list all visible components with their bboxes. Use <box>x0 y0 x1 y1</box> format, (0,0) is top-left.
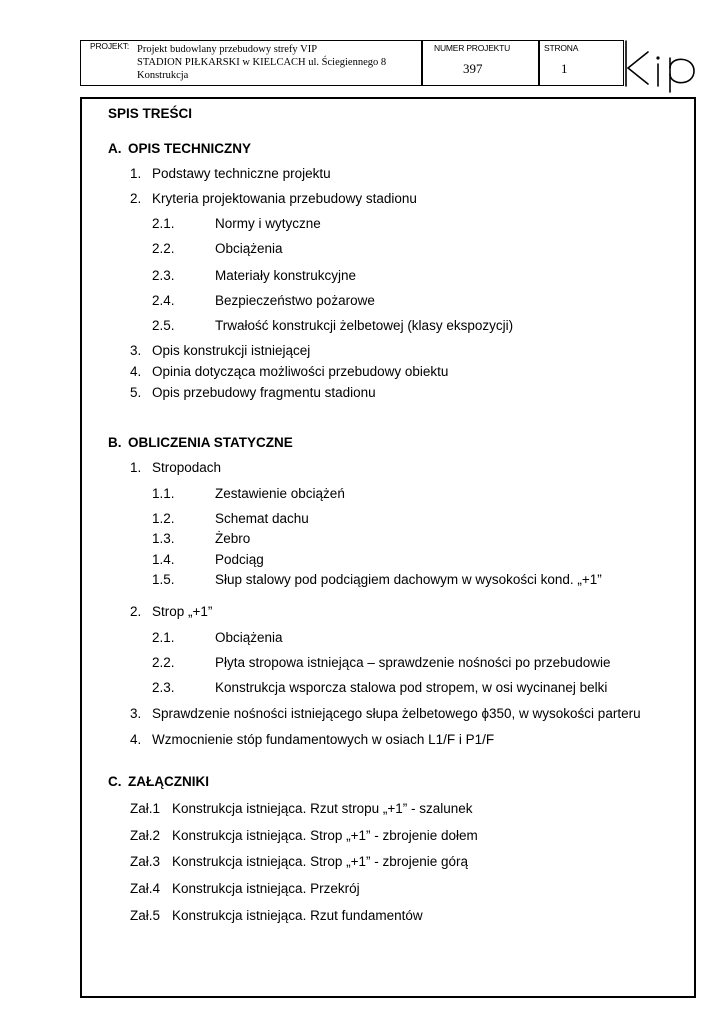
attachment-text: Konstrukcja istniejąca. Strop „+1” - zbrojenie górą <box>172 854 469 869</box>
attachment-number: Zał.2 <box>130 828 161 843</box>
toc-subitem-number: 1.3. <box>152 531 175 546</box>
toc-subitem-text: Żebro <box>215 531 251 546</box>
toc-subitem-number: 1.1. <box>152 486 175 501</box>
toc-subitem-text: Konstrukcja wsporcza stalowa pod stropem, w osi wycinanej belki <box>215 680 608 695</box>
toc-item-text: Opinia dotycząca możliwości przebudowy obiektu <box>152 364 449 379</box>
toc-item-number: 4. <box>130 364 142 379</box>
toc-item-number: 3. <box>130 706 142 721</box>
toc-subitem-text: Obciążenia <box>215 630 283 645</box>
toc-subitem-number: 2.2. <box>152 655 175 670</box>
toc-item-text: Podstawy techniczne projektu <box>152 166 331 181</box>
toc-item-text: Stropodach <box>152 460 222 475</box>
toc-subitem-number: 2.3. <box>152 268 175 283</box>
attachment-number: Zał.4 <box>130 881 161 896</box>
toc-subitem-text: Schemat dachu <box>215 511 309 526</box>
attachment-number: Zał.1 <box>130 801 161 816</box>
toc-item-text: Wzmocnienie stóp fundamentowych w osiach L1/F i P1/F <box>152 732 495 747</box>
toc-item-number: 2. <box>130 191 142 206</box>
toc-subitem-text: Trwałość konstrukcji żelbetowej (klasy ekspozycji) <box>215 318 514 333</box>
toc-item-text: Opis przebudowy fragmentu stadionu <box>152 385 376 400</box>
attachment-number: Zał.5 <box>130 908 161 923</box>
toc-item-text: Kryteria projektowania przebudowy stadionu <box>152 191 417 206</box>
project-name-line-3: Konstrukcja <box>137 70 189 81</box>
toc-subitem-number: 2.4. <box>152 293 175 308</box>
section-c-title: ZAŁĄCZNIKI <box>128 774 209 789</box>
toc-item-number: 1. <box>130 460 142 475</box>
section-b-title: OBLICZENIA STATYCZNE <box>128 435 293 450</box>
toc-subitem-text: Słup stalowy pod podciągiem dachowym w wysokości kond. „+1” <box>215 572 602 587</box>
toc-subitem-text: Normy i wytyczne <box>215 216 321 231</box>
toc-subitem-text: Obciążenia <box>215 241 283 256</box>
toc-subitem-number: 2.2. <box>152 241 175 256</box>
attachment-text: Konstrukcja istniejąca. Rzut stropu „+1” - szalunek <box>172 801 473 816</box>
attachment-text: Konstrukcja istniejąca. Przekrój <box>172 881 360 896</box>
section-b-letter: B. <box>108 435 122 450</box>
toc-item-number: 4. <box>130 732 142 747</box>
section-a-title: OPIS TECHNICZNY <box>128 141 252 156</box>
toc-title: SPIS TREŚCI <box>108 106 193 121</box>
toc-subitem-text: Materiały konstrukcyjne <box>215 268 357 283</box>
toc-subitem-number: 2.3. <box>152 680 175 695</box>
toc-item-number: 1. <box>130 166 142 181</box>
toc-subitem-text: Zestawienie obciążeń <box>215 486 345 501</box>
project-number-value: 397 <box>463 61 483 76</box>
toc-item-text: Sprawdzenie nośności istniejącego słupa żelbetowego ϕ350, w wysokości parteru <box>152 706 641 721</box>
toc-item-text: Strop „+1” <box>152 604 213 619</box>
section-a-letter: A. <box>108 141 122 156</box>
project-name-line-2: STADION PIŁKARSKI w KIELCACH ul. Ściegiennego 8 <box>137 57 387 68</box>
title-block-divider <box>421 40 423 86</box>
toc-subitem-number: 1.2. <box>152 511 175 526</box>
page-number-value: 1 <box>561 61 568 76</box>
project-number-label: NUMER PROJEKTU <box>434 43 511 53</box>
toc-item-number: 3. <box>130 343 142 358</box>
attachment-text: Konstrukcja istniejąca. Strop „+1” - zbrojenie dołem <box>172 828 478 843</box>
project-label: PROJEKT: <box>90 41 130 51</box>
title-block-divider <box>538 40 540 86</box>
section-c-letter: C. <box>108 774 122 789</box>
kip-logo <box>618 38 700 94</box>
toc-item-text: Opis konstrukcji istniejącej <box>152 343 311 358</box>
toc-subitem-text: Płyta stropowa istniejąca – sprawdzenie nośności po przebudowie <box>215 655 611 670</box>
toc-subitem-text: Bezpieczeństwo pożarowe <box>215 293 375 308</box>
toc-subitem-number: 2.5. <box>152 318 175 333</box>
attachment-number: Zał.3 <box>130 854 161 869</box>
toc-subitem-number: 2.1. <box>152 630 175 645</box>
attachment-text: Konstrukcja istniejąca. Rzut fundamentów <box>172 908 423 923</box>
toc-subitem-number: 2.1. <box>152 216 175 231</box>
page-label: STRONA <box>544 43 579 53</box>
toc-item-number: 2. <box>130 604 142 619</box>
toc-subitem-number: 1.5. <box>152 572 175 587</box>
toc-subitem-text: Podciąg <box>215 552 264 567</box>
project-name-line-1: Projekt budowlany przebudowy strefy VIP <box>137 44 318 55</box>
toc-item-number: 5. <box>130 385 142 400</box>
toc-subitem-number: 1.4. <box>152 552 175 567</box>
